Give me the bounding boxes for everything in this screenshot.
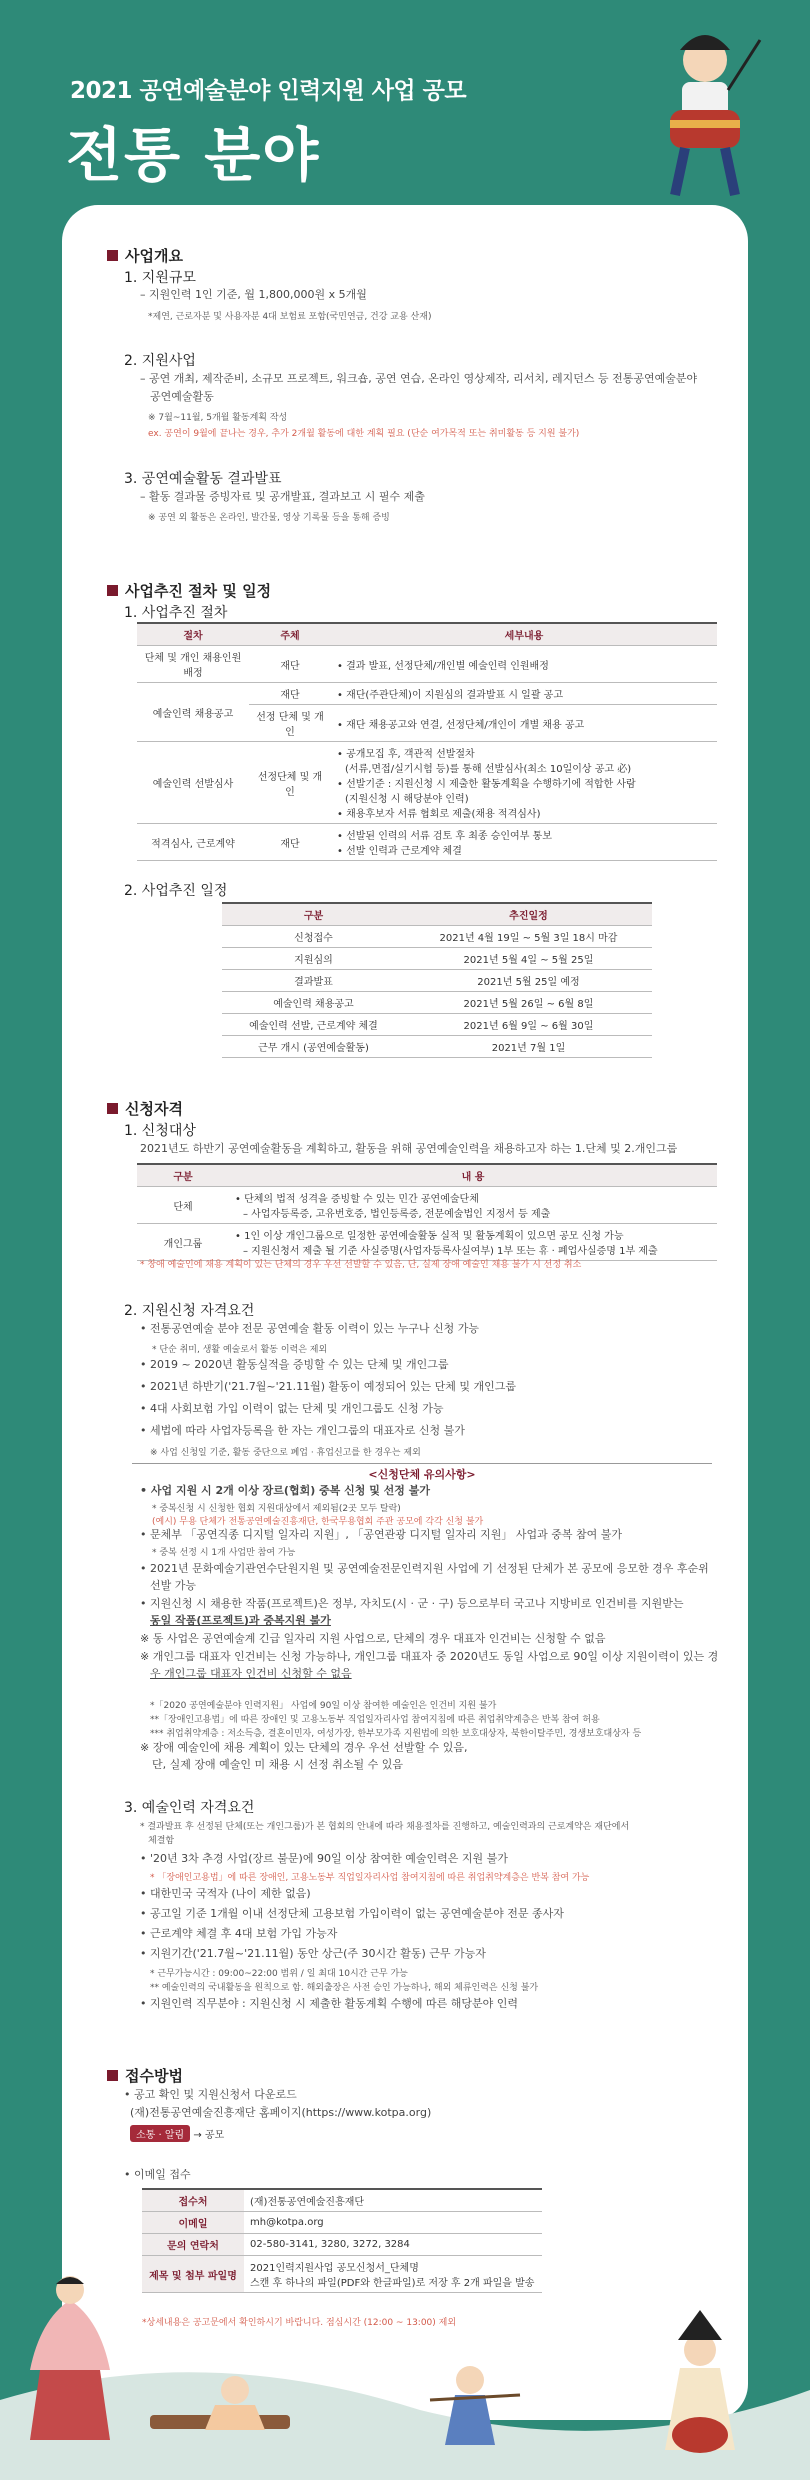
page-title: 전통 분야 (66, 121, 321, 189)
requirement-line: • 2021년 하반기('21.7월~'21.11월) 활동이 예정되어 있는 단체 및 개인그룹 (140, 1380, 517, 1393)
section-eligibility-title: 신청자격 (107, 1098, 183, 1119)
cell-line: (지원신청 시 해당분야 인력) (345, 794, 469, 805)
table-header: 추진일정 (405, 903, 652, 926)
table-cell: 결과발표 (222, 970, 405, 992)
heading-schedule: 2. 사업추진 일정 (124, 883, 228, 899)
table-cell: 2021년 7월 1일 (405, 1036, 652, 1058)
table-cell: 문의 연락처 (142, 2234, 244, 2256)
table-row (222, 926, 652, 948)
requirement-line: • 세법에 따라 사업자등록을 한 자는 개인그룹의 대표자로 신청 불가 (140, 1424, 465, 1437)
support-scale-note: *제연, 근로자분 및 사용자분 4대 보험료 포함(국민연금, 건강 교용 산재) (148, 312, 432, 322)
caution-line: • 문체부 「공연직종 디지털 일자리 지원」, 「공연관광 디지털 일자리 지원」 사업과 중복 참여 불가 (140, 1528, 622, 1541)
worker-line: • 지원인력 직무분야 : 지원신청 시 제출한 활동계획 수행에 따른 해당분야 인력 (140, 1997, 519, 2010)
cell-line: 스캔 후 하나의 파일(PDF와 한글파일)로 저장 후 2개 파일을 발송 (250, 2278, 535, 2289)
caution-note: (예시) 무용 단체가 전통공연예술진흥재단, 한국무용협회 주관 공모에 각각 신청 불가 (152, 1517, 484, 1527)
cell-line: 2021인력지원사업 공모신청서_단체명 (250, 2263, 419, 2274)
table-header: 내 용 (229, 1164, 717, 1187)
footnote: ※ 장애 예술인에 채용 계획이 있는 단체의 경우 우선 선발할 수 있음, (140, 1741, 468, 1754)
cell-line: • 선발기준 : 지원신청 시 제출한 활동계획을 수행하기에 적합한 사람 (337, 779, 636, 790)
menu-path (130, 2125, 224, 2142)
table-cell: 재단 (249, 683, 331, 705)
applicants-intro: 2021년도 하반기 공연예술활동을 계획하고, 활동을 위해 공연예술인력을 채용하고자 하는 1.단체 및 2.개인그룹 (140, 1142, 678, 1155)
table-cell: 재단 (249, 824, 331, 861)
caution-line: 동일 작품(프로젝트)과 중복지원 불가 (150, 1614, 331, 1627)
cell-line: • 공개모집 후, 객관적 선발절차 (337, 749, 475, 760)
table-header-row (222, 903, 652, 926)
schedule-table (222, 902, 652, 1058)
worker-line: • '20년 3차 추경 사업(장르 불문)에 90일 이상 참여한 예술인력은 지원 불가 (140, 1852, 508, 1865)
caution-line: • 2021년 문화예술기관연수단원지원 및 공연예술전문인력지원 사업에 기 선정된 단체가 본 공모에 응모한 경우 후순위 (140, 1562, 709, 1575)
caution-line: ※ 동 사업은 공연예술계 긴급 일자리 지원 사업으로, 단체의 경우 대표자 인건비는 신청할 수 없음 (140, 1632, 606, 1645)
table-row (222, 970, 652, 992)
table-cell: 선정단체 및 개인 (249, 742, 331, 824)
table-cell: 예술인력 선발, 근로계약 체결 (222, 1014, 405, 1036)
table-cell (229, 1224, 717, 1261)
cell-line: • 1인 이상 개인그룹으로 일정한 공연예술활동 실적 및 활동계획이 있으면 공모 신청 가능 (235, 1231, 624, 1242)
result-note: ※ 공연 외 활동은 온라인, 발간물, 영상 기록물 등을 통해 증빙 (148, 513, 390, 523)
table-row (137, 1224, 717, 1261)
table-cell: 2021년 6월 9일 ~ 6월 30일 (405, 1014, 652, 1036)
cell-line: – 사업자등록증, 고유번호증, 법인등록증, 전문예술법인 지정서 등 제출 (243, 1209, 551, 1220)
table-cell: • 재단(주관단체)이 지원심의 결과발표 시 일괄 공고 (331, 683, 717, 705)
table-row (222, 1014, 652, 1036)
caution-line: ※ 개인그룹 대표자 인건비는 신청 가능하나, 개인그룹 대표자 중 2020년도 동일 사업으로 90일 이상 지원이력이 있는 경 (140, 1650, 719, 1663)
heading-eligibility-requirements: 2. 지원신청 자격요건 (124, 1303, 255, 1319)
table-cell: 개인그룹 (137, 1224, 229, 1261)
caution-line: 선발 가능 (150, 1579, 197, 1592)
procedure-table (137, 622, 717, 861)
applicant-type-table (137, 1163, 717, 1261)
program-note-a: ※ 7월~11월, 5개월 활동계획 작성 (148, 413, 288, 423)
caution-line: • 지원신청 시 채용한 작품(프로젝트)은 정부, 자치도(시 · 군 · 구) 등으로부터 국고나 지방비로 인건비를 지원받는 (140, 1597, 684, 1610)
table-cell (331, 824, 717, 861)
caution-heading: <신청단체 유의사항> (132, 1463, 712, 1482)
cell-line: • 선발된 인력의 서류 검토 후 최종 승인여부 통보 (337, 831, 552, 842)
heading-procedure: 1. 사업추진 절차 (124, 605, 228, 621)
table-row (137, 683, 717, 705)
table-cell: • 재단 채용공고와 연결, 선정단체/개인이 개별 채용 공고 (331, 705, 717, 742)
program-note-b: ex. 공연이 9월에 끝나는 경우, 추가 2개월 활동에 대한 계획 필요 (단순 여가목적 또는 취미활동 등 지원 불가) (148, 429, 580, 439)
applicants-note: * 창애 예술인에 채용 계획이 있는 단체의 경우 우선 선발할 수 있음, 단, 실제 장애 예술인 채용 불가 시 선정 취소 (140, 1260, 582, 1270)
section-procedure-title: 사업추진 절차 및 일정 (107, 580, 271, 601)
caution-line: 우 개인그룹 대표자 인건비 신청할 수 없음 (150, 1667, 352, 1680)
page-subtitle: 2021 공연예술분야 인력지원 사업 공모 (70, 78, 467, 104)
table-row (137, 1187, 717, 1224)
table-cell: 2021년 5월 4일 ~ 5월 25일 (405, 948, 652, 970)
table-header: 구분 (137, 1164, 229, 1187)
requirement-line: • 전통공연예술 분야 전문 공연예술 활동 이력이 있는 누구나 신청 가능 (140, 1322, 479, 1335)
submission-line: • 공고 확인 및 지원신청서 다운로드 (124, 2088, 297, 2101)
homepage-link[interactable]: (재)전통공연예술진흥재단 홈페이지(https://www.kotpa.org) (130, 2106, 432, 2119)
email-link[interactable]: mh@kotpa.org (244, 2212, 542, 2234)
caution-line: • 사업 지원 시 2개 이상 장르(협회) 중복 신청 및 선정 불가 (140, 1484, 431, 1497)
drummer-illustration (620, 20, 790, 200)
cell-line: (서류,면접/실기시험 등)를 통해 선발심사(최소 10일이상 공고 必) (345, 764, 632, 775)
cell-line: – 지원신청서 제출 될 기준 사실증명(사업자등록사실여부) 1부 또는 휴 · 폐업사실증명 1부 제출 (243, 1246, 658, 1257)
worker-line: • 공고일 기준 1개월 이내 선정단체 고용보험 가입이력이 없는 공연예술분야 전문 종사자 (140, 1907, 564, 1920)
menu-arrow: → 공모 (193, 2130, 225, 2141)
worker-note: * 근무가능시간 : 09:00~22:00 범위 / 일 최대 10시간 근무 가능 (150, 1969, 408, 1979)
table-header-row (137, 1164, 717, 1187)
table-cell: 재단 (249, 646, 331, 683)
requirement-note: ※ 사업 신청일 기준, 활동 중단으로 폐업 · 휴업신고를 한 경우는 제외 (150, 1448, 421, 1458)
table-cell: 2021년 4월 19일 ~ 5월 3일 18시 마감 (405, 926, 652, 948)
table-row (222, 948, 652, 970)
table-cell: 근무 개시 (공연예술활동) (222, 1036, 405, 1058)
worker-line: • 지원기간('21.7월~'21.11월) 동안 상근(주 30시간 활동) 근무 가능자 (140, 1947, 486, 1960)
worker-note: 체결함 (148, 1836, 175, 1846)
caution-note: * 중복신청 시 신청한 협회 지원대상에서 제외됨(2곳 모두 탈락) (152, 1504, 401, 1514)
hero-banner (0, 0, 810, 240)
table-row (137, 824, 717, 861)
table-row (137, 646, 717, 683)
result-line: – 활동 결과물 증빙자료 및 공개발표, 결과보고 시 필수 제출 (140, 490, 425, 503)
worker-note: * 「장애인고용법」에 따른 장애인, 고용노동부 직업일자리사업 참여지침에 따른 취업취약계층은 반복 참여 가능 (150, 1873, 590, 1883)
table-cell: • 결과 발표, 선정단체/개인별 예술인력 인원배정 (331, 646, 717, 683)
table-header: 세부내용 (331, 623, 717, 646)
heading-support-program: 2. 지원사업 (124, 353, 196, 369)
table-cell: 적격심사, 근로계약 (137, 824, 249, 861)
footnote: *「2020 공연예술분야 인력지원」 사업에 90일 이상 참여한 예술인은 인건비 지원 불가 (150, 1701, 497, 1711)
footnote: 단, 실제 장애 예술인 미 채용 시 선정 취소될 수 있음 (152, 1758, 403, 1771)
heading-support-scale: 1. 지원규모 (124, 270, 196, 286)
table-row (222, 1036, 652, 1058)
table-header: 주체 (249, 623, 331, 646)
program-line-a: – 공연 개최, 제작준비, 소규모 프로젝트, 워크숍, 공연 연습, 온라인 영상제작, 리서치, 레지던스 등 전통공연예술분야 (140, 372, 698, 385)
table-cell: (재)전통공연예술진흥재단 (244, 2189, 542, 2212)
footnote: **「장애인고용법」에 따른 장애인 및 고용노동부 직업일자리사업 참여지침에 따른 취업취약계층은 반복 참여 허용 (150, 1715, 600, 1725)
menu-tag: 소통 · 알림 (130, 2125, 190, 2142)
table-cell (331, 742, 717, 824)
caution-note: * 중복 선정 시 1개 사업만 참여 가능 (152, 1548, 296, 1558)
requirement-line: • 2019 ~ 2020년 활동실적을 증빙할 수 있는 단체 및 개인그룹 (140, 1358, 449, 1371)
table-cell: 2021년 5월 26일 ~ 6월 8일 (405, 992, 652, 1014)
table-cell (229, 1187, 717, 1224)
table-cell: 이메일 (142, 2212, 244, 2234)
table-cell: 예술인력 선발심사 (137, 742, 249, 824)
submission-line: • 이메일 접수 (124, 2168, 191, 2181)
heading-worker-requirements: 3. 예술인력 자격요건 (124, 1800, 255, 1816)
worker-note: * 결과발표 후 선정된 단체(또는 개인그룹)가 본 협회의 안내에 따라 채용절차를 진행하고, 예술인력과의 근로계약은 재단에서 (140, 1822, 630, 1832)
worker-note: ** 예술인력의 국내활동을 원칙으로 함. 해외출장은 사전 승인 가능하나, 해외 체류인력은 신청 불가 (150, 1983, 539, 1993)
table-cell: 예술인력 채용공고 (137, 683, 249, 742)
section-submission-title: 접수방법 (107, 2065, 183, 2086)
requirement-note: * 단순 취미, 생활 예술로서 활동 이력은 제외 (152, 1345, 328, 1355)
heading-result-presentation: 3. 공연예술활동 결과발표 (124, 471, 282, 487)
table-cell: 제목 및 첨부 파일명 (142, 2256, 244, 2293)
table-cell: 단체 (137, 1187, 229, 1224)
table-cell: 02-580-3141, 3280, 3272, 3284 (244, 2234, 542, 2256)
table-cell: 단체 및 개인 채용인원 배정 (137, 646, 249, 683)
table-cell: 접수처 (142, 2189, 244, 2212)
table-cell: 예술인력 채용공고 (222, 992, 405, 1014)
table-header-row (137, 623, 717, 646)
program-line-b: 공연예술활동 (150, 390, 214, 403)
support-scale-line: – 지원인력 1인 기준, 월 1,800,000원 x 5개월 (140, 288, 367, 301)
cell-line: • 선발 인력과 근로계약 체결 (337, 846, 462, 857)
table-cell: 신청접수 (222, 926, 405, 948)
table-header: 구분 (222, 903, 405, 926)
content-card (62, 205, 748, 2420)
requirement-line: • 4대 사회보험 가입 이력이 없는 단체 및 개인그룹도 신청 가능 (140, 1402, 444, 1415)
performers-illustration (0, 2200, 810, 2480)
table-header: 절차 (137, 623, 249, 646)
cell-line: • 채용후보자 서류 협회로 제출(채용 적격심사) (337, 809, 541, 820)
table-row (137, 742, 717, 824)
worker-line: • 근로계약 체결 후 4대 보험 가입 가능자 (140, 1927, 338, 1940)
submission-note: *상세내용은 공고문에서 확인하시기 바랍니다. 점심시간 (12:00 ~ 13:00) 제외 (142, 2318, 457, 2328)
table-cell: 선정 단체 및 개인 (249, 705, 331, 742)
table-cell: 2021년 5월 25일 예정 (405, 970, 652, 992)
section-overview-title: 사업개요 (107, 245, 183, 266)
footnote: *** 취업취약계층 : 저소득층, 결혼이민자, 여성가장, 한부모가족 지원법에 의한 보호대상자, 북한이탈주민, 경생보호대상자 등 (150, 1729, 642, 1739)
cell-line: • 단체의 법적 성격을 증빙할 수 있는 민간 공연예술단체 (235, 1194, 479, 1205)
table-cell: 지원심의 (222, 948, 405, 970)
heading-applicants: 1. 신청대상 (124, 1123, 196, 1139)
table-row (222, 992, 652, 1014)
worker-line: • 대한민국 국적자 (나이 제한 없음) (140, 1887, 311, 1900)
